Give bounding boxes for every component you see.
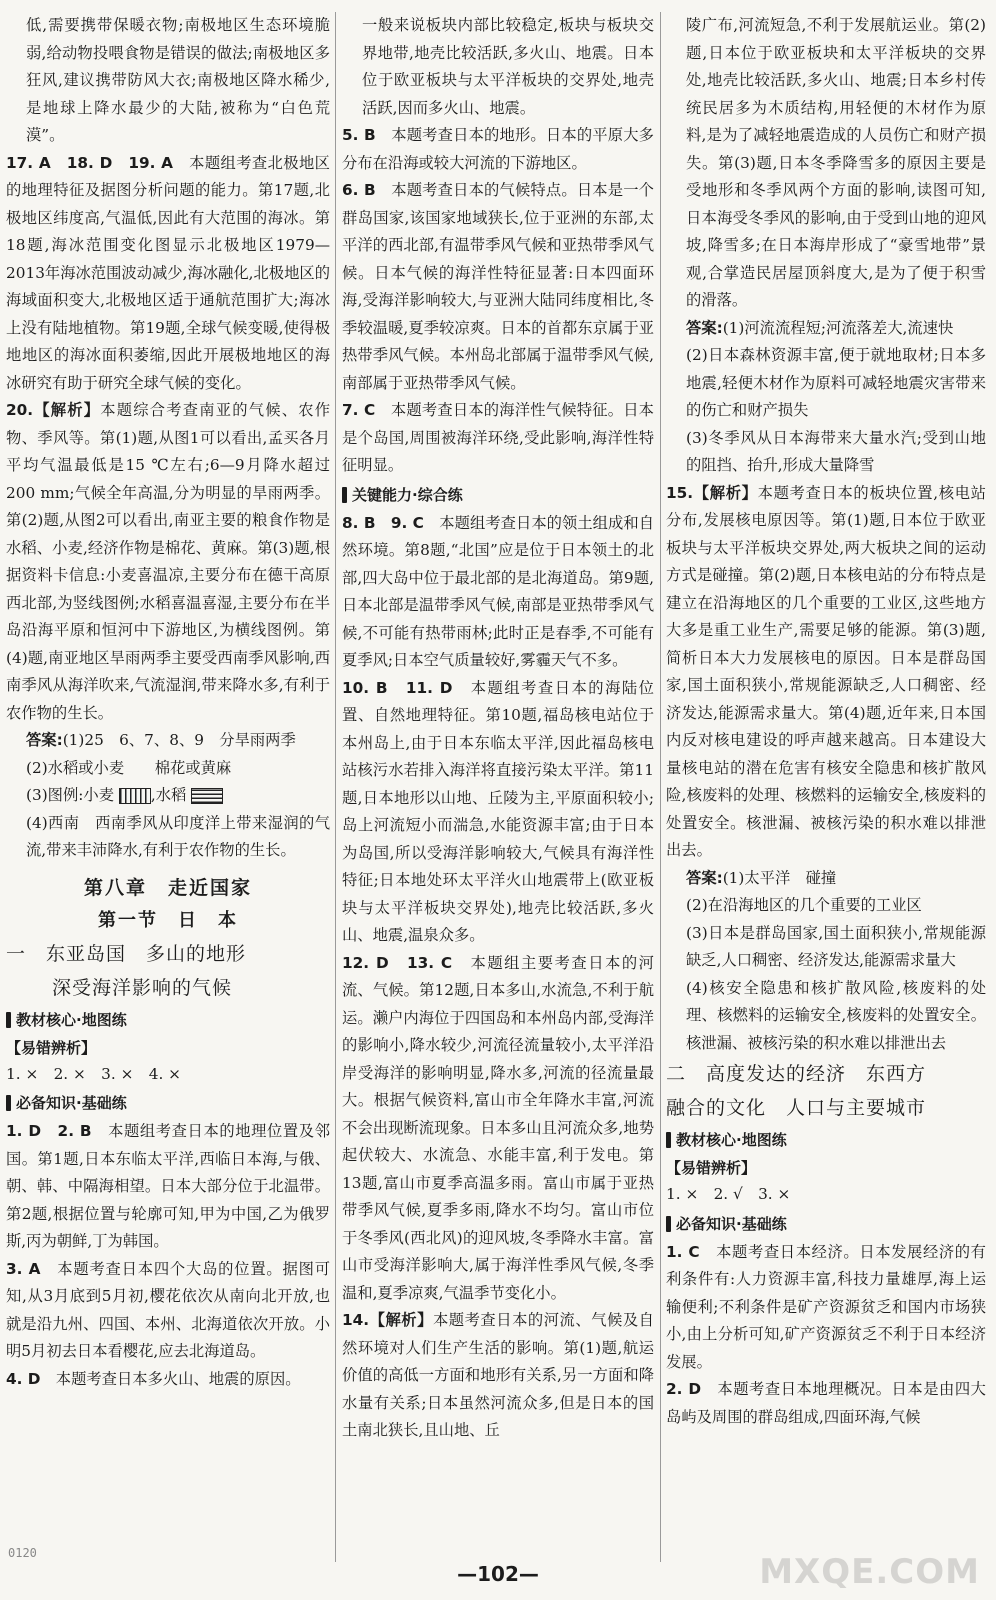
question-3: 3. A 本题考查日本四个大岛的位置。据图可知,从3月底到5月初,樱花依次从南向北开放,也就是沿九州、四国、本州、北海道依次开放。小明5月初去日本看樱花,应去北海道岛。: [6, 1259, 330, 1360]
question-7: 7. C 本题考查日本的海洋性气候特征。日本是个岛国,周围被海洋环绕,受此影响,海洋性特征明显。: [342, 401, 654, 474]
answer-block: 答案:(1)河流流程短;河流落差大,流速快: [686, 318, 954, 337]
bar-marker-icon: [6, 1095, 11, 1111]
horizontal-line-legend-icon: [191, 788, 223, 804]
watermark-logo: MXQE.COM: [759, 1552, 980, 1592]
column-right: [666, 12, 986, 1552]
question-20: 20.【解析】本题综合考查南亚的气候、农作物、季风等。第(1)题,从图1可以看出,孟买各月平均气温最低是15 ℃左右;6—9月降水超过200 mm;气候全年高温,分为明显的旱雨两季。第(2)题,从图2可以看出,南亚主要的粮食作物是水稻、小麦,经济作物是棉花、黄麻。第(3)题,根据资料卡信息:小麦喜温凉,主要分布在德干高原西北部,为竖线图例;水稻喜温喜湿,主要分布在半岛沿海平原和恒河中下游地区,为横线图例。第(4)题,南亚地区旱雨两季主要受西南季风影响,西南季风从海洋吹来,气流湿润,带来降水多,有利于农作物的生长。: [6, 401, 330, 722]
question-8-9: 8. B 9. C 本题组考查日本的领土组成和自然环境。第8题,“北国”应是位于日本领土的北部,四大岛中位于最北部的是北海道岛。第9题,日本北部是温带季风气候,南部是亚热带季风气候,不可能有热带雨林;此时正是春季,不可能有夏季风;日本空气质量较好,雾霾天气不多。: [342, 513, 654, 669]
section-title: 第一节 日 本: [98, 909, 238, 931]
page-number: —102—: [457, 1562, 539, 1586]
continued-paragraph: 一般来说板块内部比较稳定,板块与板块交界地带,地壳比较活跃,多火山、地震。日本位于欧亚板块与太平洋板块的交界处,地壳活跃,因而多火山、地震。: [362, 16, 654, 117]
continued-paragraph: 低,需要携带保暖衣物;南极地区生态环境脆弱,给动物投喂食物是错误的做法;南极地区多狂风,建议携带防风大衣;南极地区降水稀少,是地球上降水最少的大陆,被称为“白色荒漠”。: [26, 16, 330, 144]
answer-block: 答案:(1)太平洋 碰撞: [686, 868, 837, 887]
subsection-title-cont: 深受海洋影响的气候: [52, 976, 233, 999]
section-bar: 教材核心·地图练: [666, 1128, 986, 1152]
subsection-title: 二 高度发达的经济 东西方: [666, 1063, 927, 1085]
question-17-19: 17. A 18. D 19. A 本题组考查北极地区的地理特征及据图分析问题的能力。第17题,北极地区纬度高,气温低,因此有大范围的海冰。第18题,海冰范围变化图显示北极地区1979—2013年海冰范围波动减少,海冰融化,北极地区的海域面积变大,北极地区适于通航范围扩大;海冰上没有陆地植物。第19题,全球气候变暖,使得极地地区的海冰面积萎缩,因此开展极地地区的海冰研究有助于研究全球气候的变化。: [6, 153, 330, 392]
answer-line: (2)在沿海地区的几个重要的工业区: [686, 896, 922, 914]
easy-mistake-heading: 【易错辨析】: [6, 1038, 97, 1057]
easy-mistake-heading: 【易错辨析】: [666, 1159, 757, 1177]
bar-marker-icon: [6, 1012, 11, 1028]
easy-mistake-answers: 1. × 2. √ 3. ×: [666, 1185, 791, 1203]
column-left: [6, 12, 330, 1552]
question-15: 15.【解析】本题考查日本的板块位置,核电站分布,发展核电原因等。第(1)题,日本位于欧亚板块与太平洋板块交界处,两大板块之间的运动方式是碰撞。第(2)题,日本核电站的分布特点是建立在沿海地区的几个重要的工业区,这些地方大多是重工业生产,需要足够的能源。第(3)题,简析日本大力发展核电的原因。日本是群岛国家,国土面积狭小,常规能源缺乏,人口稠密、经济发达,能源需求量大。第(4)题,近年来,日本国内反对核电建设的呼声越来越高。日本建设大量核电站的潜在危害有核安全隐患和核扩散风险,核废料的处理、核燃料的运输安全,核废料的处置安全。核泄漏、被核污染的积水难以排泄出去。: [666, 483, 986, 859]
question-10-11: 10. B 11. D 本题组考查日本的海陆位置、自然地理特征。第10题,福岛核电站位于本州岛上,由于日本东临太平洋,因此福岛核电站核污水若排入海洋将直接污染太平洋。第11题,日本地形以山地、丘陵为主,平原面积较小;岛上河流短小而湍急,水能资源丰富;由于日本为岛国,所以受海洋影响较大,气候具有海洋性特征;日本地处环太平洋火山地震带上(欧亚板块与太平洋板块交界处),地壳比较活跃,多火山、地震,温泉众多。: [342, 678, 654, 944]
section-bar: 必备知识·基础练: [6, 1091, 330, 1115]
section-bar: 必备知识·基础练: [666, 1212, 986, 1236]
question-2: 2. D 本题考查日本地理概况。日本是由四大岛屿及周围的群岛组成,四面环海,气候: [666, 1380, 986, 1426]
question-12-13: 12. D 13. C 本题组主要考查日本的河流、气候。第12题,日本多山,水流急,不利于航运。濑户内海位于四国岛和本州岛内部,受海洋的影响小,降水较少,河流径流量较小,太平洋沿岸受海洋的影响明显,降水多,河流的径流量最大。根据气候资料,富山市全年降水丰富,河流不会出现断流现象。日本多山且河流众多,地势起伏较大、水流急、水能丰富,利于发电。第13题,富山市夏季高温多雨。富山市属于亚热带季风气候,夏季多雨,降水不均匀。富山市位于冬季风(西北风)的迎风坡,冬季降水丰富。富山市受海洋影响大,属于海洋性季风气候,冬季温和,夏季凉爽,气温季节变化小。: [342, 953, 654, 1302]
subsection-title: 一 东亚岛国 多山的地形: [6, 942, 247, 965]
answer-page: [6, 12, 990, 1562]
bar-marker-icon: [666, 1216, 671, 1232]
bar-marker-icon: [342, 487, 347, 503]
question-1-2: 1. D 2. B 本题组考查日本的地理位置及邻国。第1题,日本东临太平洋,西临日本海,与俄、朝、韩、中隔海相望。日本大部分位于北温带。第2题,根据位置与轮廓可知,甲为中国,乙为俄罗斯,丙为朝鲜,丁为韩国。: [6, 1122, 330, 1250]
answer-line-legend: (3)图例:小麦 ,水稻: [6, 782, 330, 810]
bar-marker-icon: [666, 1132, 671, 1148]
question-6: 6. B 本题考查日本的气候特点。日本是一个群岛国家,该国家地域狭长,位于亚洲的东部,太平洋的西北部,有温带季风气候和亚热带季风气候。日本气候的海洋性特征显著:日本四面环海,受海洋影响较大,与亚洲大陆同纬度相比,冬季较温暖,夏季较凉爽。日本的首都东京属于亚热带季风气候。本州岛北部属于温带季风气候,南部属于亚热带季风气候。: [342, 181, 654, 392]
section-bar: 教材核心·地图练: [6, 1008, 330, 1032]
answer-line: (3)冬季风从日本海带来大量水汽;受到山地的阻挡、抬升,形成大量降雪: [686, 428, 986, 474]
answer-line: (4)西南 西南季风从印度洋上带来湿润的气流,带来丰沛降水,有利于农作物的生长。: [26, 813, 330, 859]
question-1: 1. C 本题考查日本经济。日本发展经济的有利条件有:人力资源丰富,科技力量雄厚,海上运输便利;不利条件是矿产资源贫乏和国内市场狭小,由上分析可知,矿产资源贫乏不利于日本经济发展。: [666, 1242, 986, 1371]
question-14: 14.【解析】本题考查日本的河流、气候及自然环境对人们生产生活的影响。第(1)题,航运价值的高低一方面和地形有关系,另一方面和降水量有关系;日本虽然河流众多,但是日本的国土南北狭长,且山地、丘: [342, 1311, 654, 1439]
question-5: 5. B 本题考查日本的地形。日本的平原大多分布在沿海或较大河流的下游地区。: [342, 126, 654, 172]
answer-line: (3)日本是群岛国家,国土面积狭小,常规能源缺乏,人口稠密、经济发达,能源需求量大: [686, 923, 986, 969]
corner-code: 0120: [8, 1546, 37, 1560]
answer-line: (2)日本森林资源丰富,便于就地取材;日本多地震,轻便木材作为原料可减轻地震灾害带来的伤亡和财产损失: [686, 346, 986, 419]
column-divider: [335, 12, 336, 1562]
question-4: 4. D 本题考查日本多火山、地震的原因。: [6, 1369, 301, 1388]
column-divider: [660, 12, 661, 1562]
answer-line: (2)水稻或小麦 棉花或黄麻: [26, 758, 232, 777]
vertical-line-legend-icon: [119, 788, 151, 804]
answer-line: (4)核安全隐患和核扩散风险,核废料的处理、核燃料的运输安全,核废料的处置安全。核泄漏、被核污染的积水难以排泄出去: [686, 978, 986, 1052]
chapter-title: 第八章 走近国家: [83, 876, 252, 899]
answer-block: 答案:(1)25 6、7、8、9 分旱雨两季: [26, 731, 296, 749]
subsection-title-cont: 融合的文化 人口与主要城市: [666, 1097, 927, 1119]
continued-paragraph: 陵广布,河流短急,不利于发展航运业。第(2)题,日本位于欧亚板块和太平洋板块的交界处,地壳比较活跃,多火山、地震;日本乡村传统民居多为木质结构,用轻便的木材作为原料,是为了减轻地震造成的人员伤亡和财产损失。第(3)题,日本冬季降雪多的原因主要是受地形和冬季风两个方面的影响,读图可知,日本海受冬季风的影响,由于受到山地的迎风坡,降雪多;在日本海岸形成了“豪雪地带”景观,合掌造民居屋顶斜度大,是为了便于积雪的滑落。: [686, 16, 986, 309]
section-bar: 关键能力·综合练: [342, 483, 654, 507]
column-middle: [342, 12, 654, 1552]
easy-mistake-answers: 1. × 2. × 3. × 4. ×: [6, 1064, 181, 1083]
